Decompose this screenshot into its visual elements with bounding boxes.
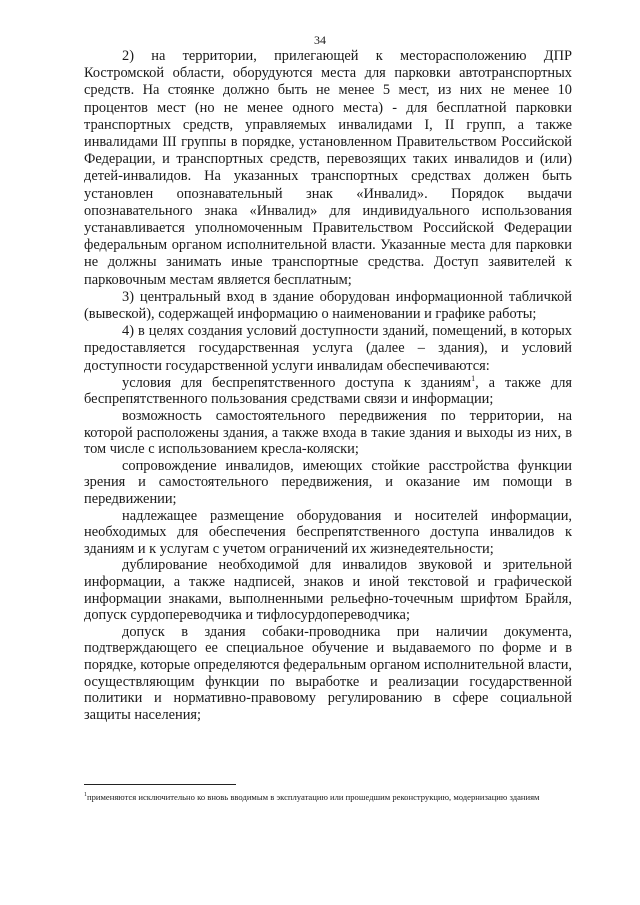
paragraph-entrance-sign: 3) центральный вход в здание оборудован информационной табличкой (вывеской), содержащей информацию о наименовании и графике работы; <box>84 288 572 323</box>
list-item-braille-duplication: дублирование необходимой для инвалидов звуковой и зрительной информации, а также надписей, знаков и иной текстовой и графической информации знаками, выполненными рельефно-точечным шрифтом Брайля, допуск сурдопереводчика и тифлосурдопереводчика; <box>84 557 572 624</box>
footnote <box>84 792 572 803</box>
list-item-equipment-placement: надлежащее размещение оборудования и носителей информации, необходимых для обеспечения беспрепятственного доступа инвалидов к зданиям и к услугам с учетом ограничений их жизнедеятельности; <box>84 507 572 557</box>
document-body <box>84 48 572 723</box>
list-item-guide-dog: допуск в здания собаки-проводника при наличии документа, подтверждающего ее специальное обучение и выдаваемого по форме и в порядке, которые определяются федеральным органом исполнительной власти, осуществляющим функции по выработке и реализации государственной политики и нормативно-правовому регулированию в сфере социальной защиты населения; <box>84 623 572 723</box>
footnote-divider <box>84 784 236 785</box>
footnote-text: применяются исключительно ко вновь вводимым в эксплуатацию или прошедшим реконструкцию, модернизацию зданиям <box>87 792 540 802</box>
paragraph-accessibility-conditions: 4) в целях создания условий доступности зданий, помещений, в которых предоставляется государственная услуга (далее – здания), и условий доступности государственной услуги инвалидам обеспечиваются: <box>84 323 572 374</box>
footnote-marker: 1 <box>84 792 87 799</box>
paragraph-parking: 2) на территории, прилегающей к месторасположению ДПР Костромской области, оборудуются места для парковки автотранспортных средств. На стоянке должно быть не менее 5 мест, из них не менее 10 процентов мест (но не менее одного места) - для бесплатной парковки транспортных средств, управляемых инвалидами I, II групп, а также инвалидами III группы в порядке, установленном Правительством Российской Федерации, и транспортных средств, перевозящих таких инвалидов и (или) детей-инвалидов. На указанных транспортных средствах должен быть установлен опознавательный знак «Инвалид». Порядок выдачи опознавательного знака «Инвалид» для индивидуального использования устанавливается уполномоченным Правительством Российской Федерации федеральным органом исполнительной власти. Указанные места для парковки не должны занимать иные транспортные средства. Доступ заявителей к парковочным местам является бесплатным; <box>84 48 572 288</box>
list-item-movement: возможность самостоятельного передвижения по территории, на которой расположены здания, а также входа в такие здания и выходы из них, в том числе с использованием кресла-коляски; <box>84 408 572 458</box>
page-number: 34 <box>314 33 326 47</box>
list-item-text: условия для беспрепятственного доступа к зданиям <box>122 374 472 391</box>
list-item-text: , а также для беспрепятственного пользования средствами связи и информации; <box>84 374 572 408</box>
footnote-reference: 1 <box>471 374 476 384</box>
list-item-unobstructed-access <box>84 375 572 408</box>
list-item-escort: сопровождение инвалидов, имеющих стойкие расстройства функции зрения и самостоятельного передвижения, и оказание им помощи в передвижении; <box>84 457 572 508</box>
